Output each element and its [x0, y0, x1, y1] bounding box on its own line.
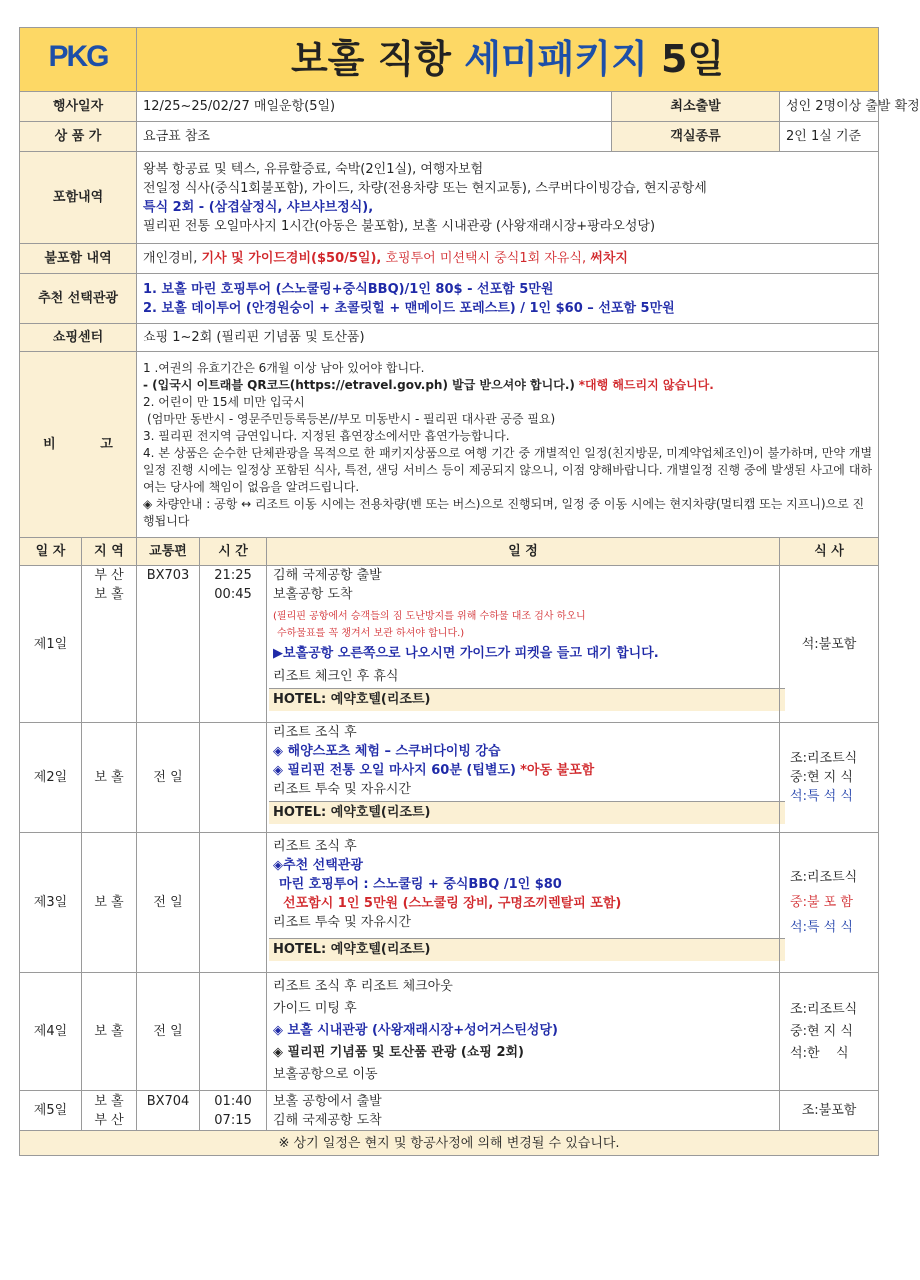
title-main: 보홀 직항: [290, 37, 451, 81]
excluded-surcharge: 써차지: [590, 251, 628, 266]
room-value: 2인 1실 기준: [780, 122, 879, 152]
optional-label: 추천 선택관광: [20, 274, 137, 324]
itinerary-line: 리조트 투숙 및 자유시간: [273, 782, 411, 797]
optional-tour-1: 1. 보홀 마린 호핑투어 (스노쿨링+중식BBQ)/1인 80$ - 선포함 5만원: [143, 281, 554, 297]
included-label: 포함내역: [20, 152, 137, 244]
itinerary-guide-notice: ▶보홀공항 오른쪽으로 나오시면 가이드가 피켓을 들고 대기 합니다.: [273, 646, 659, 661]
time-text: 07:15: [214, 1112, 252, 1128]
included-line: 전일정 식사(중식1회불포함), 가이드, 차량(전용차량 또는 현지교통), 스쿠버다이빙강습, 현지공항세: [143, 180, 707, 196]
title-days: 5일: [661, 37, 725, 81]
itinerary-line: 가이드 미팅 후: [273, 1001, 357, 1016]
pkg-logo: PKG: [48, 40, 108, 73]
footer-notice: ※ 상기 일정은 현지 및 항공사정에 의해 변경될 수 있습니다.: [20, 1131, 879, 1156]
room-label: 객실종류: [612, 122, 780, 152]
note-line: 1 .여권의 유효기간은 6개월 이상 남아 있어야 합니다.: [143, 360, 425, 375]
shopping-value: 쇼핑 1~2회 (필리핀 기념품 및 토산품): [137, 324, 879, 352]
col-meal: 식 사: [780, 538, 879, 566]
included-line: 필리핀 전통 오일마사지 1시간(아동은 불포함), 보홀 시내관광 (사왕재래시장+팡라오성당): [143, 218, 656, 234]
day3-time: [200, 833, 267, 973]
day1-itinerary: [267, 566, 780, 723]
itinerary-line: 보홀 공항에서 출발: [273, 1093, 382, 1109]
price-label: 상 품 가: [20, 122, 137, 152]
day4-label: 제4일: [20, 973, 82, 1091]
day5-time: [200, 1091, 267, 1131]
day4-row: [20, 973, 879, 1091]
price-value: 요금표 참조: [137, 122, 612, 152]
meal-dinner: 석:특 석 식: [790, 789, 853, 804]
day5-row: [20, 1091, 879, 1131]
optional-value: [137, 274, 879, 324]
region-text: 부 산: [94, 1112, 124, 1128]
day5-meal: 조:불포함: [780, 1091, 879, 1131]
day3-meal: [780, 833, 879, 973]
logo-cell: [20, 28, 137, 92]
day5-region: [82, 1091, 137, 1131]
day4-region: 보 홀: [82, 973, 137, 1091]
meal-lunch: 중:현 지 식: [790, 770, 853, 785]
itinerary-warning: 수하물표를 꼭 챙겨서 보관 하셔야 합니다.): [277, 628, 465, 639]
itinerary-line: 김해 국제공항 출발: [273, 568, 382, 583]
hotel-label: HOTEL: 예약호텔(리조트): [269, 688, 785, 711]
title-highlight: 세미패키지: [464, 37, 648, 81]
included-line: 왕복 항공료 및 텍스, 유류할증료, 숙박(2인1실), 여행자보험: [143, 161, 484, 177]
note-qr: - (입국시 이트래블 QR코드(https://etravel.gov.ph) 발급 받으셔야 합니다.): [143, 377, 575, 392]
hotel-label: HOTEL: 예약호텔(리조트): [269, 938, 785, 961]
col-transport: 교통편: [137, 538, 200, 566]
day4-time: [200, 973, 267, 1091]
itinerary-sheet: [19, 27, 920, 1156]
date-label: 행사일자: [20, 92, 137, 122]
optional-tour-2: 2. 보홀 데이투어 (안경원숭이 + 초콜릿힐 + 맨메이드 포레스트) / 1인 $60 – 선포함 5만원: [143, 300, 675, 316]
itinerary-optional: ◈추천 선택관광: [273, 858, 363, 873]
day2-itinerary: [267, 723, 780, 833]
page-title: [137, 28, 879, 92]
day4-transport: 전 일: [137, 973, 200, 1091]
massage-text: ◈ 필리핀 전통 오일 마사지 60분 (팁별도): [273, 763, 516, 778]
notes-value: [137, 352, 879, 538]
excluded-guide-fee: 기사 및 가이드경비($50/5일),: [201, 251, 382, 266]
excluded-part: 개인경비,: [143, 251, 198, 266]
excluded-part: 호핑투어 미션택시 중식1회 자유식,: [385, 251, 587, 266]
day2-label: 제2일: [20, 723, 82, 833]
shopping-label: 쇼핑센터: [20, 324, 137, 352]
itinerary-line: 김해 국제공항 도착: [273, 1112, 382, 1128]
note-line: 2. 어린이 만 15세 미만 입국시: [143, 394, 305, 409]
col-day: 일 자: [20, 538, 82, 566]
day3-transport: 전 일: [137, 833, 200, 973]
massage-child-note: *아동 불포함: [520, 763, 595, 778]
itinerary-city-tour: ◈ 보홀 시내관광 (사왕재래시장+성어거스틴성당): [273, 1023, 558, 1038]
header-row: [20, 28, 879, 92]
day2-region: 보 홀: [82, 723, 137, 833]
day5-flight: BX704: [137, 1091, 200, 1131]
itinerary-hopping: 마린 호핑투어 : 스노쿨링 + 중식BBQ /1인 $80: [279, 877, 562, 892]
meal-breakfast: 조:리조트식: [790, 870, 858, 885]
day3-region: 보 홀: [82, 833, 137, 973]
day5-itinerary: [267, 1091, 780, 1131]
meal-breakfast: 조:리조트식: [790, 1002, 858, 1017]
time-text: 00:45: [214, 587, 252, 602]
itinerary-line: 리조트 조식 후: [273, 725, 357, 740]
day4-itinerary: [267, 973, 780, 1091]
note-line: (엄마만 동반시 - 영문주민등록등본//부모 미동반시 - 필리핀 대사관 공증 필요): [147, 411, 556, 426]
day1-meal: 석:불포함: [780, 566, 879, 723]
note-qr-warning: *대행 해드리지 않습니다.: [578, 377, 714, 392]
day1-region: [82, 566, 137, 723]
day1-label: 제1일: [20, 566, 82, 723]
day1-row: [20, 566, 879, 723]
day4-meal: [780, 973, 879, 1091]
day3-itinerary: [267, 833, 780, 973]
hotel-label: HOTEL: 예약호텔(리조트): [269, 801, 785, 824]
excluded-label: 불포함 내역: [20, 244, 137, 274]
included-value: [137, 152, 879, 244]
itinerary-line: 리조트 조식 후: [273, 839, 357, 854]
itinerary-warning: (필리핀 공항에서 승객들의 짐 도난방지를 위해 수하물 대조 검사 하오니: [273, 611, 586, 622]
region-text: 보 홀: [94, 1093, 124, 1109]
meal-lunch: 중:현 지 식: [790, 1024, 853, 1039]
day3-label: 제3일: [20, 833, 82, 973]
itinerary-line: 리조트 체크인 후 휴식: [273, 669, 399, 684]
time-text: 01:40: [214, 1093, 252, 1109]
itinerary-scuba: ◈ 해양스포츠 체험 – 스쿠버다이빙 강습: [273, 744, 501, 759]
min-value: 성인 2명이상 출발 확정: [780, 92, 879, 122]
itinerary-line: 보홀공항 도착: [273, 587, 353, 602]
note-line: 4. 본 상품은 순수한 단체관광을 목적으로 한 패키지상품으로 여행 기간 중 개별적인 일정(친지방문, 미계약업체조인)이 불가하며, 만약 개별일정 진행 시에는 일정상 포함된 식사, 특전, 샌딩 서비스 등이 제공되지 않으니, 이점 양해바랍니다. 개별일정 진행 중에 발생된 사고에 대하여는 당사에 책임이 없음을 알려드립니다.: [143, 445, 873, 494]
note-line: 3. 필리핀 전지역 금연입니다. 지정된 흡연장소에서만 흡연가능합니다.: [143, 428, 510, 443]
meal-dinner: 석:한 식: [790, 1046, 849, 1061]
included-special-meal: 특식 2회 - (삼겹살정식, 샤브샤브정식),: [143, 199, 374, 215]
day2-row: [20, 723, 879, 833]
itinerary-line: 리조트 조식 후 리조트 체크아웃: [273, 979, 453, 994]
day2-meal: [780, 723, 879, 833]
day5-label: 제5일: [20, 1091, 82, 1131]
itinerary-massage: [273, 761, 779, 780]
itinerary-table: [19, 27, 920, 1156]
day1-flight: BX703: [137, 566, 200, 723]
region-text: 부 산: [94, 568, 124, 583]
date-value: 12/25~25/02/27 매일운항(5일): [137, 92, 612, 122]
col-region: 지 역: [82, 538, 137, 566]
itinerary-shopping: ◈ 필리핀 기념품 및 토산품 관광 (쇼핑 2회): [273, 1045, 524, 1060]
col-time: 시 간: [200, 538, 267, 566]
meal-lunch: 중:불 포 함: [790, 895, 853, 910]
day1-time: [200, 566, 267, 723]
itinerary-hopping-price: 선포함시 1인 5만원 (스노쿨링 장비, 구명조끼렌탈피 포함): [283, 896, 622, 911]
time-text: 21:25: [214, 568, 252, 583]
itinerary-line: 보홀공항으로 이동: [273, 1067, 378, 1082]
day2-time: [200, 723, 267, 833]
meal-dinner: 석:특 석 식: [790, 920, 853, 935]
day3-row: [20, 833, 879, 973]
col-itinerary: 일 정: [267, 538, 780, 566]
itinerary-line: 리조트 투숙 및 자유시간: [273, 915, 411, 930]
excluded-value: [137, 244, 879, 274]
notes-label: 비 고: [20, 352, 137, 538]
region-text: 보 홀: [94, 587, 124, 602]
day2-transport: 전 일: [137, 723, 200, 833]
note-line: [143, 377, 872, 394]
meal-breakfast: 조:리조트식: [790, 751, 858, 766]
note-vehicle: ◈ 차량안내 : 공항 ↔ 리조트 이동 시에는 전용차량(벤 또는 버스)으로 진행되며, 일정 중 이동 시에는 현지차량(멀티캡 또는 지프니)으로 진행됩니다: [143, 496, 865, 528]
min-label: 최소출발: [612, 92, 780, 122]
